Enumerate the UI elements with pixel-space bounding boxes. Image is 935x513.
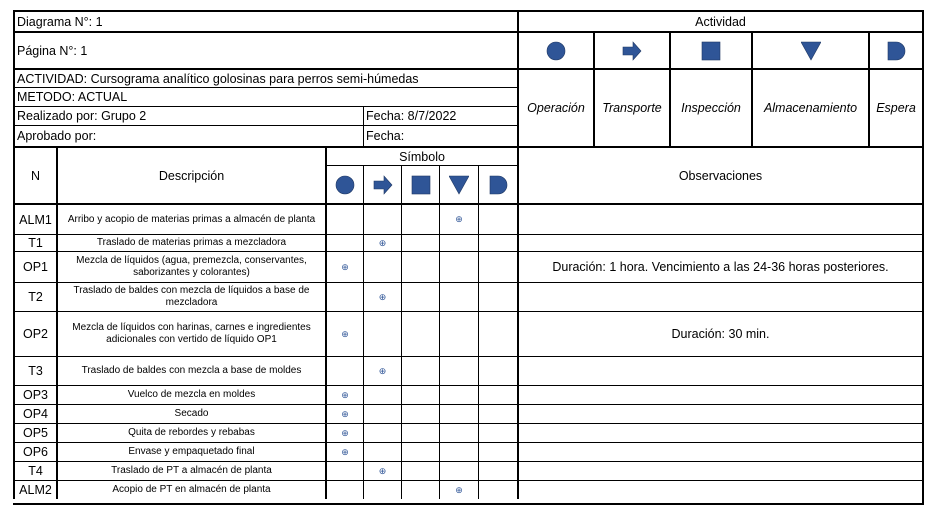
- symbol-cell: [478, 423, 517, 442]
- activity-icon-cell: [751, 31, 868, 68]
- row-number-text: T3: [28, 364, 43, 378]
- table-row-description: [56, 356, 325, 385]
- row-description-text: Traslado de materias primas a mezcladora: [96, 237, 287, 248]
- activity-label: [868, 68, 922, 146]
- symbol-cell: [325, 356, 363, 385]
- table-row-n: [13, 203, 56, 234]
- approved-by: [13, 125, 363, 146]
- table-row-description: [56, 442, 325, 461]
- symbol-cell: [325, 203, 363, 234]
- col-header-description-text: Descripción: [158, 168, 225, 183]
- observation-cell: [517, 480, 922, 499]
- row-description-text: Arribo y acopio de materias primas a almacén de planta: [67, 213, 316, 225]
- symbol-cell: [401, 423, 439, 442]
- symbol-header-cell: [478, 165, 517, 203]
- row-number-text: OP2: [22, 327, 48, 341]
- symbol-cell: [325, 442, 363, 461]
- symbol-mark-icon: ⊕: [378, 465, 387, 476]
- activity-title: [517, 10, 922, 31]
- symbol-mark-icon: ⊕: [341, 427, 349, 438]
- symbol-cell: [478, 282, 517, 311]
- table-row-description: [56, 404, 325, 423]
- row-description-text: Secado: [174, 408, 209, 419]
- symbol-cell: [401, 311, 439, 356]
- symbol-header-cell: [439, 165, 478, 203]
- symbol-cell: [439, 356, 478, 385]
- symbol-cell: [439, 480, 478, 499]
- symbol-cell: [363, 461, 401, 480]
- table-row-n: [13, 356, 56, 385]
- row-number-text: OP1: [22, 260, 48, 274]
- row-number-text: ALM1: [19, 212, 52, 227]
- row-description-text: Acopio de PT en almacén de planta: [112, 484, 271, 495]
- symbol-cell: [363, 423, 401, 442]
- symbol-cell: [325, 234, 363, 251]
- symbol-cell: [401, 385, 439, 404]
- symbol-cell: [478, 234, 517, 251]
- table-row-description: [56, 423, 325, 442]
- activity-icon-cell: [593, 31, 669, 68]
- row-description-text: Traslado de baldes con mezcla a base de moldes: [81, 365, 302, 376]
- table-row-n: [13, 311, 56, 356]
- observation-cell: [517, 356, 922, 385]
- symbol-mark-icon: ⊕: [341, 389, 349, 400]
- col-header-n-text: N: [30, 168, 41, 183]
- symbol-cell: [363, 311, 401, 356]
- row-description-text: Quita de rebordes y rebabas: [128, 427, 255, 438]
- symbol-cell: [478, 480, 517, 499]
- symbol-cell: [439, 282, 478, 311]
- method-text: METODO: ACTUAL: [17, 90, 128, 104]
- symbol-cell: [478, 251, 517, 282]
- row-description-text: Envase y empaquetado final: [128, 446, 255, 457]
- row-number-text: OP6: [22, 445, 48, 459]
- row-number-text: T1: [28, 236, 43, 250]
- symbol-cell: [439, 203, 478, 234]
- observation-cell: [517, 234, 922, 251]
- symbol-mark-icon: ⊕: [378, 291, 387, 302]
- symbol-mark-icon: ⊕: [378, 365, 387, 376]
- square-icon: [411, 175, 431, 195]
- symbol-cell: [478, 203, 517, 234]
- symbol-cell: [325, 251, 363, 282]
- col-header-symbol-text: Símbolo: [399, 149, 445, 164]
- row-number-text: OP4: [22, 407, 48, 421]
- symbol-header-cell: [401, 165, 439, 203]
- row-number-text: ALM2: [19, 483, 52, 497]
- observation-cell: [517, 385, 922, 404]
- symbol-cell: [363, 385, 401, 404]
- table-row-description: [56, 480, 325, 499]
- date-made-text: Fecha: 8/7/2022: [366, 109, 457, 123]
- row-number-text: T2: [28, 290, 43, 304]
- symbol-cell: [439, 442, 478, 461]
- observation-text: Duración: 30 min.: [671, 327, 770, 341]
- symbol-cell: [363, 480, 401, 499]
- approved-by-text: Aprobado por:: [17, 129, 97, 143]
- col-header-n: [13, 146, 56, 203]
- activity-label-text: Espera: [876, 101, 916, 115]
- symbol-mark-icon: ⊕: [378, 237, 387, 248]
- row-description-text: Traslado de baldes con mezcla de líquidos a base de mezcladora: [73, 285, 310, 308]
- symbol-mark-icon: ⊕: [341, 408, 349, 419]
- symbol-header-cell: [325, 165, 363, 203]
- symbol-cell: [325, 480, 363, 499]
- activity-label-text: Operación: [527, 101, 585, 115]
- symbol-mark-icon: ⊕: [341, 328, 349, 339]
- activity-label: [593, 68, 669, 146]
- table-row-description: [56, 282, 325, 311]
- table-row-n: [13, 282, 56, 311]
- row-description-text: Mezcla de líquidos (agua, premezcla, conservantes, saborizantes y colorantes): [76, 255, 307, 278]
- table-row-description: [56, 311, 325, 356]
- row-number-text: T4: [28, 464, 43, 478]
- activity-label-text: Transporte: [602, 101, 662, 115]
- observation-text: Duración: 1 hora. Vencimiento a las 24-36 horas posteriores.: [552, 260, 889, 274]
- page-number: [13, 31, 517, 68]
- symbol-cell: [439, 423, 478, 442]
- symbol-cell: [439, 251, 478, 282]
- table-row-description: [56, 203, 325, 234]
- table-row-description: [56, 251, 325, 282]
- symbol-cell: [363, 442, 401, 461]
- date-approved: [363, 125, 517, 146]
- symbol-cell: [363, 234, 401, 251]
- made-by-text: Realizado por: Grupo 2: [17, 109, 147, 123]
- activity-label-text: Inspección: [681, 101, 741, 115]
- d-shape-icon: [488, 175, 508, 195]
- date-approved-text: Fecha:: [366, 129, 405, 143]
- row-description-text: Vuelco de mezcla en moldes: [127, 389, 256, 400]
- symbol-cell: [325, 385, 363, 404]
- observation-cell: [517, 311, 922, 356]
- table-row-description: [56, 234, 325, 251]
- activity-label: [751, 68, 868, 146]
- symbol-cell: [401, 480, 439, 499]
- symbol-cell: [439, 404, 478, 423]
- symbol-cell: [401, 234, 439, 251]
- table-row-description: [56, 385, 325, 404]
- arrow-right-icon: [373, 175, 393, 195]
- row-number-text: OP5: [22, 426, 48, 440]
- table-row-n: [13, 385, 56, 404]
- sheet-right-border: [922, 10, 924, 505]
- symbol-cell: [363, 282, 401, 311]
- symbol-mark-icon: ⊕: [455, 484, 463, 495]
- activity-description-text: ACTIVIDAD: Cursograma analítico golosinas para perros semi-húmedas: [17, 71, 419, 86]
- observation-cell: [517, 461, 922, 480]
- symbol-cell: [401, 404, 439, 423]
- table-row-n: [13, 404, 56, 423]
- activity-label-text: Almacenamiento: [763, 101, 858, 115]
- row-description-text: Mezcla de líquidos con harinas, carnes e ingredientes adicionales con vertido de líquido OP1: [72, 322, 311, 345]
- circle-icon: [335, 175, 355, 195]
- row-number-text: OP3: [22, 388, 48, 402]
- symbol-cell: [478, 311, 517, 356]
- col-header-observations: [517, 146, 922, 203]
- d-shape-icon: [886, 41, 906, 61]
- col-header-symbol: [325, 146, 517, 165]
- symbol-cell: [478, 442, 517, 461]
- symbol-cell: [439, 234, 478, 251]
- symbol-cell: [439, 461, 478, 480]
- diagram-number: [13, 10, 517, 31]
- symbol-cell: [363, 203, 401, 234]
- symbol-cell: [439, 311, 478, 356]
- method: [13, 87, 517, 106]
- activity-label: [669, 68, 751, 146]
- symbol-cell: [325, 311, 363, 356]
- col-header-observations-text: Observaciones: [678, 168, 763, 183]
- observation-cell: [517, 423, 922, 442]
- symbol-cell: [363, 251, 401, 282]
- symbol-cell: [325, 282, 363, 311]
- table-row-n: [13, 423, 56, 442]
- date-made: [363, 106, 517, 125]
- table-row-n: [13, 251, 56, 282]
- symbol-mark-icon: ⊕: [341, 446, 349, 457]
- activity-label: [517, 68, 593, 146]
- symbol-cell: [363, 404, 401, 423]
- symbol-cell: [401, 461, 439, 480]
- observation-cell: [517, 203, 922, 234]
- col-header-description: [56, 146, 325, 203]
- observation-cell: [517, 404, 922, 423]
- sheet-bottom-border: [13, 503, 924, 505]
- symbol-cell: [401, 251, 439, 282]
- symbol-cell: [401, 356, 439, 385]
- square-icon: [701, 41, 721, 61]
- row-description-text: Traslado de PT a almacén de planta: [111, 465, 272, 476]
- observation-cell: [517, 251, 922, 282]
- circle-icon: [546, 41, 566, 61]
- observation-cell: [517, 282, 922, 311]
- symbol-cell: [401, 442, 439, 461]
- activity-description: [13, 68, 517, 87]
- arrow-right-icon: [622, 41, 642, 61]
- symbol-cell: [363, 356, 401, 385]
- table-row-n: [13, 461, 56, 480]
- page-number-text: Página N°: 1: [17, 43, 88, 58]
- made-by: [13, 106, 363, 125]
- symbol-cell: [325, 423, 363, 442]
- observation-cell: [517, 442, 922, 461]
- activity-title-text: Actividad: [695, 14, 746, 29]
- table-row-description: [56, 461, 325, 480]
- triangle-down-icon: [801, 41, 821, 61]
- activity-icon-cell: [669, 31, 751, 68]
- symbol-cell: [478, 385, 517, 404]
- triangle-down-icon: [449, 175, 469, 195]
- symbol-cell: [478, 404, 517, 423]
- diagram-number-text: Diagrama N°: 1: [17, 14, 103, 29]
- symbol-cell: [325, 461, 363, 480]
- table-row-n: [13, 480, 56, 499]
- symbol-cell: [478, 356, 517, 385]
- activity-icon-cell: [868, 31, 922, 68]
- symbol-cell: [478, 461, 517, 480]
- symbol-cell: [401, 282, 439, 311]
- table-row-n: [13, 234, 56, 251]
- symbol-header-cell: [363, 165, 401, 203]
- symbol-cell: [439, 385, 478, 404]
- symbol-cell: [325, 404, 363, 423]
- symbol-mark-icon: ⊕: [455, 214, 463, 224]
- activity-icon-cell: [517, 31, 593, 68]
- symbol-mark-icon: ⊕: [341, 261, 349, 272]
- table-row-n: [13, 442, 56, 461]
- symbol-cell: [401, 203, 439, 234]
